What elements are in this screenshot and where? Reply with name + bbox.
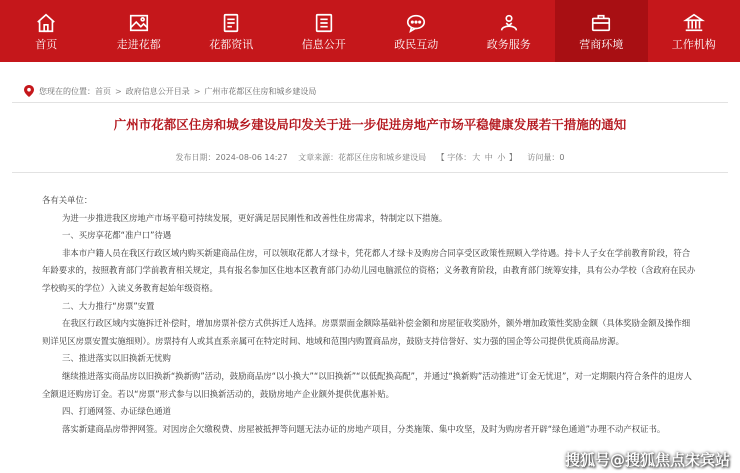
nav-home-label: 首页	[35, 37, 58, 51]
nav-services[interactable]	[463, 0, 556, 62]
nav-info-label: 信息公开	[301, 37, 346, 51]
nav-agencies[interactable]	[648, 0, 740, 62]
intro-paragraph: 为进一步推进我区房地产市场平稳可持续发展，更好满足居民刚性和改善性住房需求，特制定以下措施。	[62, 212, 448, 223]
section-heading: 三、推进落实以旧换新无忧购	[62, 353, 171, 364]
nav-business-label: 营商环境	[579, 37, 624, 51]
font-size-large[interactable]: 大	[472, 153, 481, 162]
nav-news-label: 花都资讯	[209, 37, 254, 51]
location-pin-icon	[24, 85, 34, 97]
font-size-medium[interactable]: 中	[484, 153, 493, 162]
nav-interaction-label: 政民互动	[394, 37, 439, 51]
service-icon	[498, 12, 520, 34]
nav-services-label: 政务服务	[486, 37, 531, 51]
font-size-switcher	[437, 153, 517, 162]
breadcrumb-catalog[interactable]: 政府信息公开目录	[125, 86, 190, 96]
breadcrumb-home[interactable]: 首页	[95, 86, 111, 96]
nav-agencies-label: 工作机构	[671, 37, 716, 51]
font-size-label: 【 字体：	[436, 153, 472, 162]
nav-home[interactable]	[0, 0, 93, 62]
paragraph: 在我区行政区域内实施拆迁补偿时，增加房票补偿方式供拆迁人选择。房票票面金额除基础补偿金额和房屋征收奖励外，额外增加政策性奖励金额（具体奖励金额及操作细则详见区房票安置实施细则）。房票持有人或其直系亲属可在特定时间、地域和范围内购置商品房，鼓励支持信誉好、实力强的国企等公司提供优质商品房源。	[42, 318, 691, 346]
salutation: 各有关单位：	[42, 195, 93, 205]
image-icon	[128, 12, 150, 34]
divider	[12, 102, 728, 103]
nav-business[interactable]	[555, 0, 648, 62]
publish-date: 发布日期：2024-08-06 14:27	[175, 153, 288, 162]
info-icon	[313, 12, 335, 34]
article-title: 广州市花都区住房和城乡建设局印发关于进一步促进房地产市场平稳健康发展若干措施的通知	[113, 117, 627, 132]
paragraph: 落实新建商品房带押网签。对因房企欠缴税费、房屋被抵押等问题无法办证的房地产项目，分类施策、集中攻坚，及时为购房者开辟“绿色通道”办理不动产权证书。	[62, 423, 666, 434]
breadcrumb-prefix: 您现在的位置：	[39, 86, 95, 96]
paragraph: 继续推进落实商品房以旧换新“换新购”活动，鼓励商品房“以小换大”“以旧换新”“以低配换高配”，并通过“换新购”活动推进“订金无忧退”，对一定期限内符合条件的退房人全额退还购房订金。若以“房票”形式参与以旧换新活动的，鼓励房地产企业额外提供优惠补贴。	[42, 370, 692, 399]
visit-count: 访问量：0	[527, 153, 565, 162]
divider	[12, 172, 728, 173]
building-icon	[683, 12, 705, 34]
font-size-close: 】	[508, 153, 517, 162]
section-heading: 四、打通网签、办证绿色通道	[62, 406, 171, 417]
nav-info[interactable]	[278, 0, 371, 62]
breadcrumb	[24, 84, 316, 98]
paragraph: 非本市户籍人员在我区行政区域内购买新建商品住房，可以领取花都人才绿卡，凭花都人才绿卡及购房合同享受区政策性照顾入学待遇。持卡人子女在学前教育阶段，符合年龄要求的，按照教育部门学前教育相关规定，具有报名参加区住地本区教育部门办幼儿园电脑派位的资格；义务教育阶段，由教育部门统筹安排，具有公办学校（含政府在民办学校购买的学位）入读义务教育起始年级资格。	[42, 247, 696, 293]
main-nav	[0, 0, 740, 62]
home-icon	[35, 12, 57, 34]
breadcrumb-bureau[interactable]: 广州市花都区住房和城乡建设局	[204, 86, 317, 96]
article-source: 文章来源：花都区住房和城乡建设局	[298, 153, 427, 162]
article-meta	[0, 152, 740, 163]
section-heading: 一、买房享花都“准户口”待遇	[62, 230, 172, 241]
breadcrumb-separator: >	[115, 86, 122, 96]
chat-icon	[405, 12, 427, 34]
section-heading: 二、大力推行“房票”安置	[62, 300, 155, 311]
breadcrumb-separator: >	[193, 86, 201, 96]
nav-about-label: 走进花都	[116, 37, 161, 51]
font-size-small[interactable]: 小	[497, 153, 506, 162]
document-icon	[220, 12, 242, 34]
nav-news[interactable]	[185, 0, 278, 62]
article-body	[42, 192, 696, 438]
briefcase-icon	[590, 12, 612, 34]
watermark: 搜狐号@搜狐焦点宋宾站	[564, 451, 730, 469]
nav-interaction[interactable]	[370, 0, 463, 62]
nav-about[interactable]	[93, 0, 186, 62]
